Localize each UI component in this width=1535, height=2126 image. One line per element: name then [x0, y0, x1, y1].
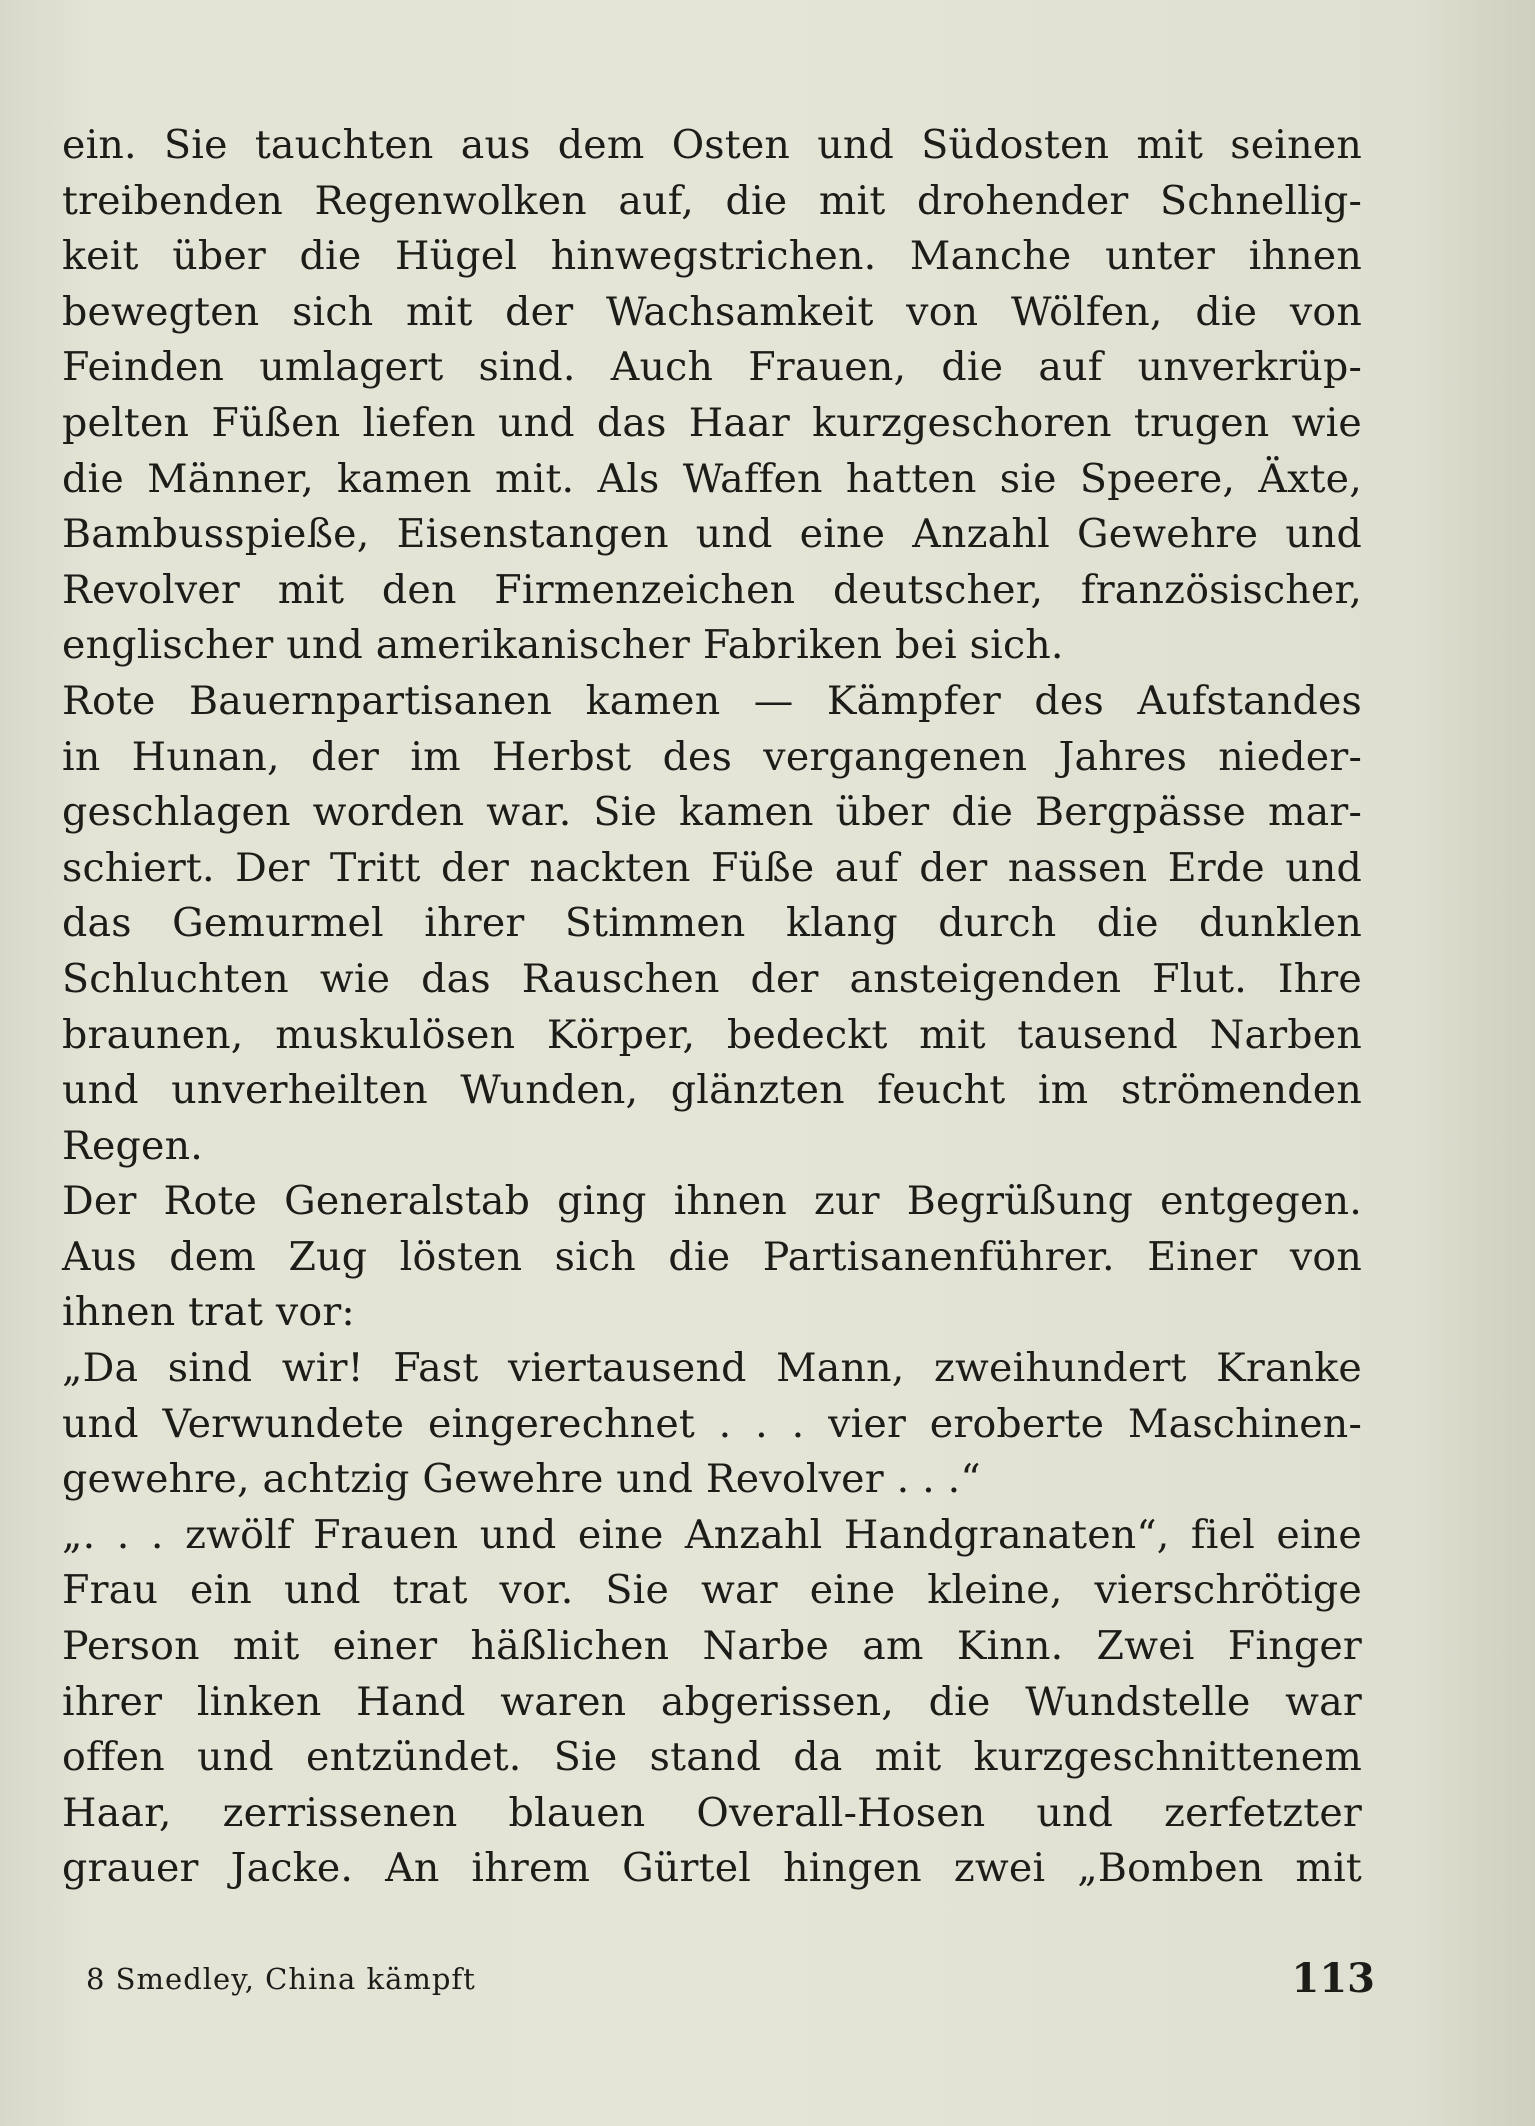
text-line: das Gemurmel ihrer Stimmen klang durch die dunklen: [62, 900, 1362, 947]
text-line: treibenden Regenwolken auf, die mit drohender Schnellig-: [62, 177, 1362, 224]
text-line: grauer Jacke. An ihrem Gürtel hingen zwei „Bomben mit: [62, 1845, 1362, 1892]
text-line: Aus dem Zug lösten sich die Partisanenführer. Einer von: [62, 1233, 1362, 1280]
text-line: „. . . zwölf Frauen und eine Anzahl Handgranaten“, fiel eine: [62, 1511, 1362, 1558]
text-line: Feinden umlagert sind. Auch Frauen, die auf unverkrüp-: [62, 344, 1362, 391]
text-line: Schluchten wie das Rauschen der ansteigenden Flut. Ihre: [62, 955, 1362, 1002]
text-line: Der Rote Generalstab ging ihnen zur Begrüßung entgegen.: [62, 1178, 1362, 1225]
text-line: braunen, muskulösen Körper, bedeckt mit tausend Narben: [62, 1011, 1362, 1058]
text-line: englischer und amerikanischer Fabriken bei sich.: [62, 622, 1064, 669]
text-line: geschlagen worden war. Sie kamen über die Bergpässe mar-: [62, 789, 1362, 836]
text-line: keit über die Hügel hinwegstrichen. Manche unter ihnen: [62, 233, 1362, 280]
text-line: Revolver mit den Firmenzeichen deutscher, französischer,: [62, 566, 1362, 613]
text-line: Bambusspieße, Eisenstangen und eine Anzahl Gewehre und: [62, 511, 1362, 558]
text-line: Person mit einer häßlichen Narbe am Kinn. Zwei Finger: [62, 1623, 1362, 1670]
text-line: bewegten sich mit der Wachsamkeit von Wölfen, die von: [62, 288, 1362, 335]
text-line: ihnen trat vor:: [62, 1289, 355, 1336]
text-line: ein. Sie tauchten aus dem Osten und Südosten mit seinen: [62, 122, 1362, 168]
body-text: [62, 118, 1362, 1897]
footer-signature: 8 Smedley, China kämpft: [86, 1962, 476, 1996]
text-line: „Da sind wir! Fast viertausend Mann, zweihundert Kranke: [62, 1345, 1362, 1392]
text-line: schiert. Der Tritt der nackten Füße auf der nassen Erde und: [62, 844, 1362, 891]
text-line: Haar, zerrissenen blauen Overall-Hosen und zerfetzter: [62, 1789, 1362, 1836]
text-line: pelten Füßen liefen und das Haar kurzgeschoren trugen wie: [62, 399, 1362, 446]
text-line: offen und entzündet. Sie stand da mit kurzgeschnittenem: [62, 1734, 1362, 1781]
text-line: Rote Bauernpartisanen kamen — Kämpfer des Aufstandes: [62, 677, 1362, 724]
text-line: und unverheilten Wunden, glänzten feucht im strömenden: [62, 1067, 1362, 1114]
text-line: ihrer linken Hand waren abgerissen, die Wundstelle war: [62, 1678, 1362, 1725]
text-line: Frau ein und trat vor. Sie war eine kleine, vierschrötige: [62, 1567, 1362, 1614]
text-line: die Männer, kamen mit. Als Waffen hatten sie Speere, Äxte,: [62, 455, 1362, 502]
page-number: 113: [1291, 1955, 1375, 2002]
text-line: Regen.: [62, 1122, 203, 1169]
text-line: und Verwundete eingerechnet . . . vier eroberte Maschinen-: [62, 1400, 1362, 1447]
text-line: gewehre, achtzig Gewehre und Revolver . . .“: [62, 1456, 981, 1503]
text-line: in Hunan, der im Herbst des vergangenen Jahres nieder-: [62, 733, 1362, 780]
